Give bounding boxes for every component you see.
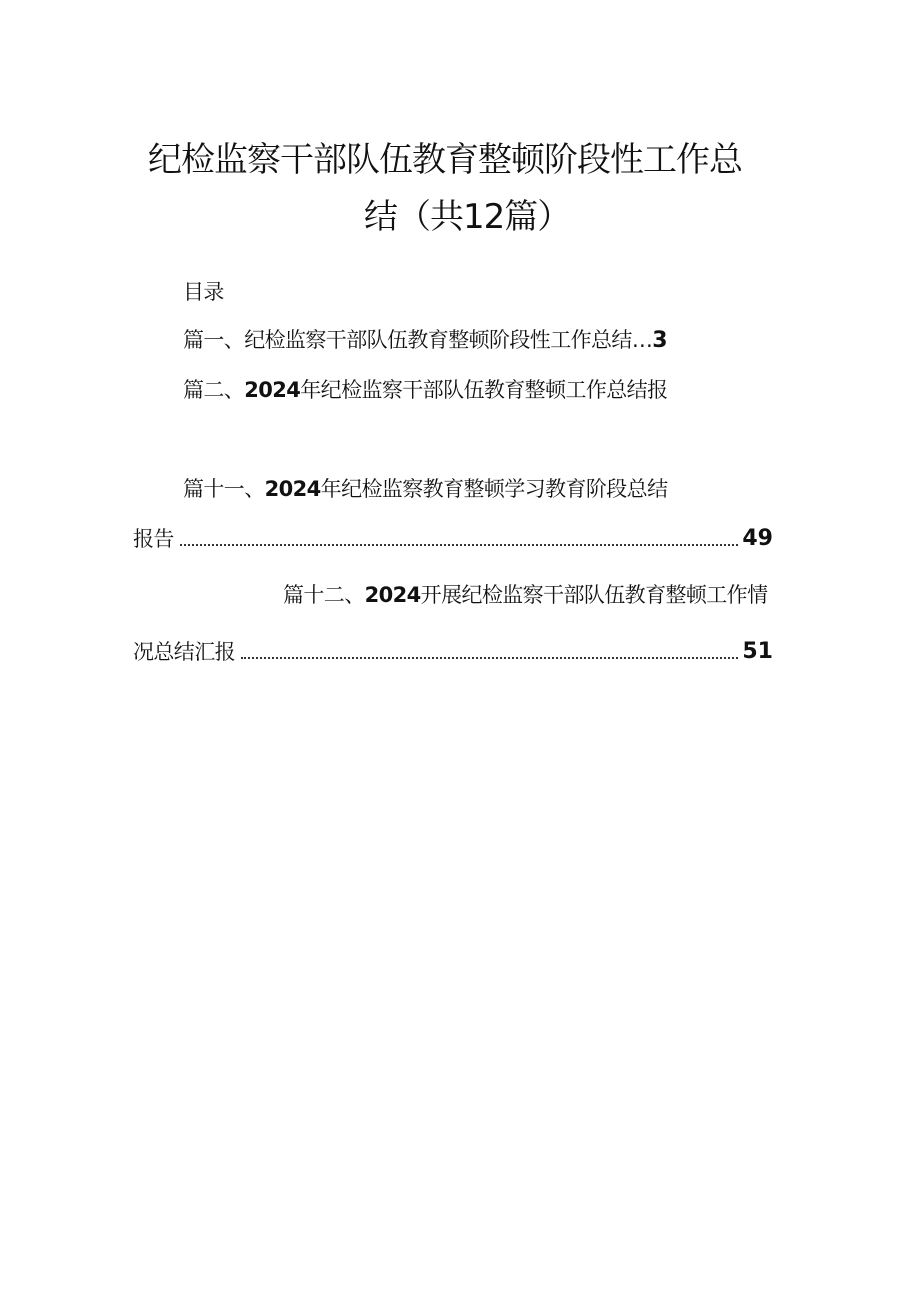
- toc-entry-2-year: 2024: [244, 378, 301, 402]
- toc-entry-11-prefix: 篇十一、: [183, 477, 265, 501]
- toc-entry-1-page: 3: [652, 328, 668, 353]
- toc-entry-1[interactable]: [183, 330, 668, 352]
- toc-entry-12-continuation[interactable]: [133, 641, 773, 663]
- toc-entry-12-year: 2024: [364, 583, 421, 607]
- document-title-line-1: 纪检监察干部队伍教育整顿阶段性工作总: [148, 140, 742, 180]
- toc-heading: 目录: [183, 280, 224, 304]
- toc-entry-11[interactable]: [183, 479, 667, 500]
- toc-entry-11-continuation[interactable]: [133, 528, 773, 550]
- toc-entry-12-page: 51: [742, 639, 773, 664]
- toc-entry-12-leader: [241, 657, 738, 659]
- toc-entry-11-label: 年纪检监察教育整顿学习教育阶段总结: [320, 477, 668, 501]
- document-title-line-2: 结（共12篇）: [364, 197, 571, 237]
- toc-entry-2-label: 年纪检监察干部队伍教育整顿工作总结报: [300, 378, 668, 402]
- toc-entry-1-label: 篇一、纪检监察干部队伍教育整顿阶段性工作总结: [183, 328, 632, 352]
- toc-entry-2[interactable]: [183, 380, 667, 401]
- toc-entry-12[interactable]: [283, 585, 767, 606]
- toc-entry-12-label: 开展纪检监察干部队伍教育整顿工作情: [420, 583, 768, 607]
- toc-entry-1-leader: …: [631, 328, 653, 352]
- toc-entry-11-leader: [180, 544, 739, 546]
- toc-entry-11-year: 2024: [264, 477, 321, 501]
- toc-entry-11-cont-label: 报告: [133, 527, 174, 551]
- toc-entry-11-page: 49: [742, 526, 773, 551]
- toc-entry-12-cont-label: 况总结汇报: [133, 640, 235, 664]
- toc-entry-2-prefix: 篇二、: [183, 378, 245, 402]
- toc-entry-12-prefix: 篇十二、: [283, 583, 365, 607]
